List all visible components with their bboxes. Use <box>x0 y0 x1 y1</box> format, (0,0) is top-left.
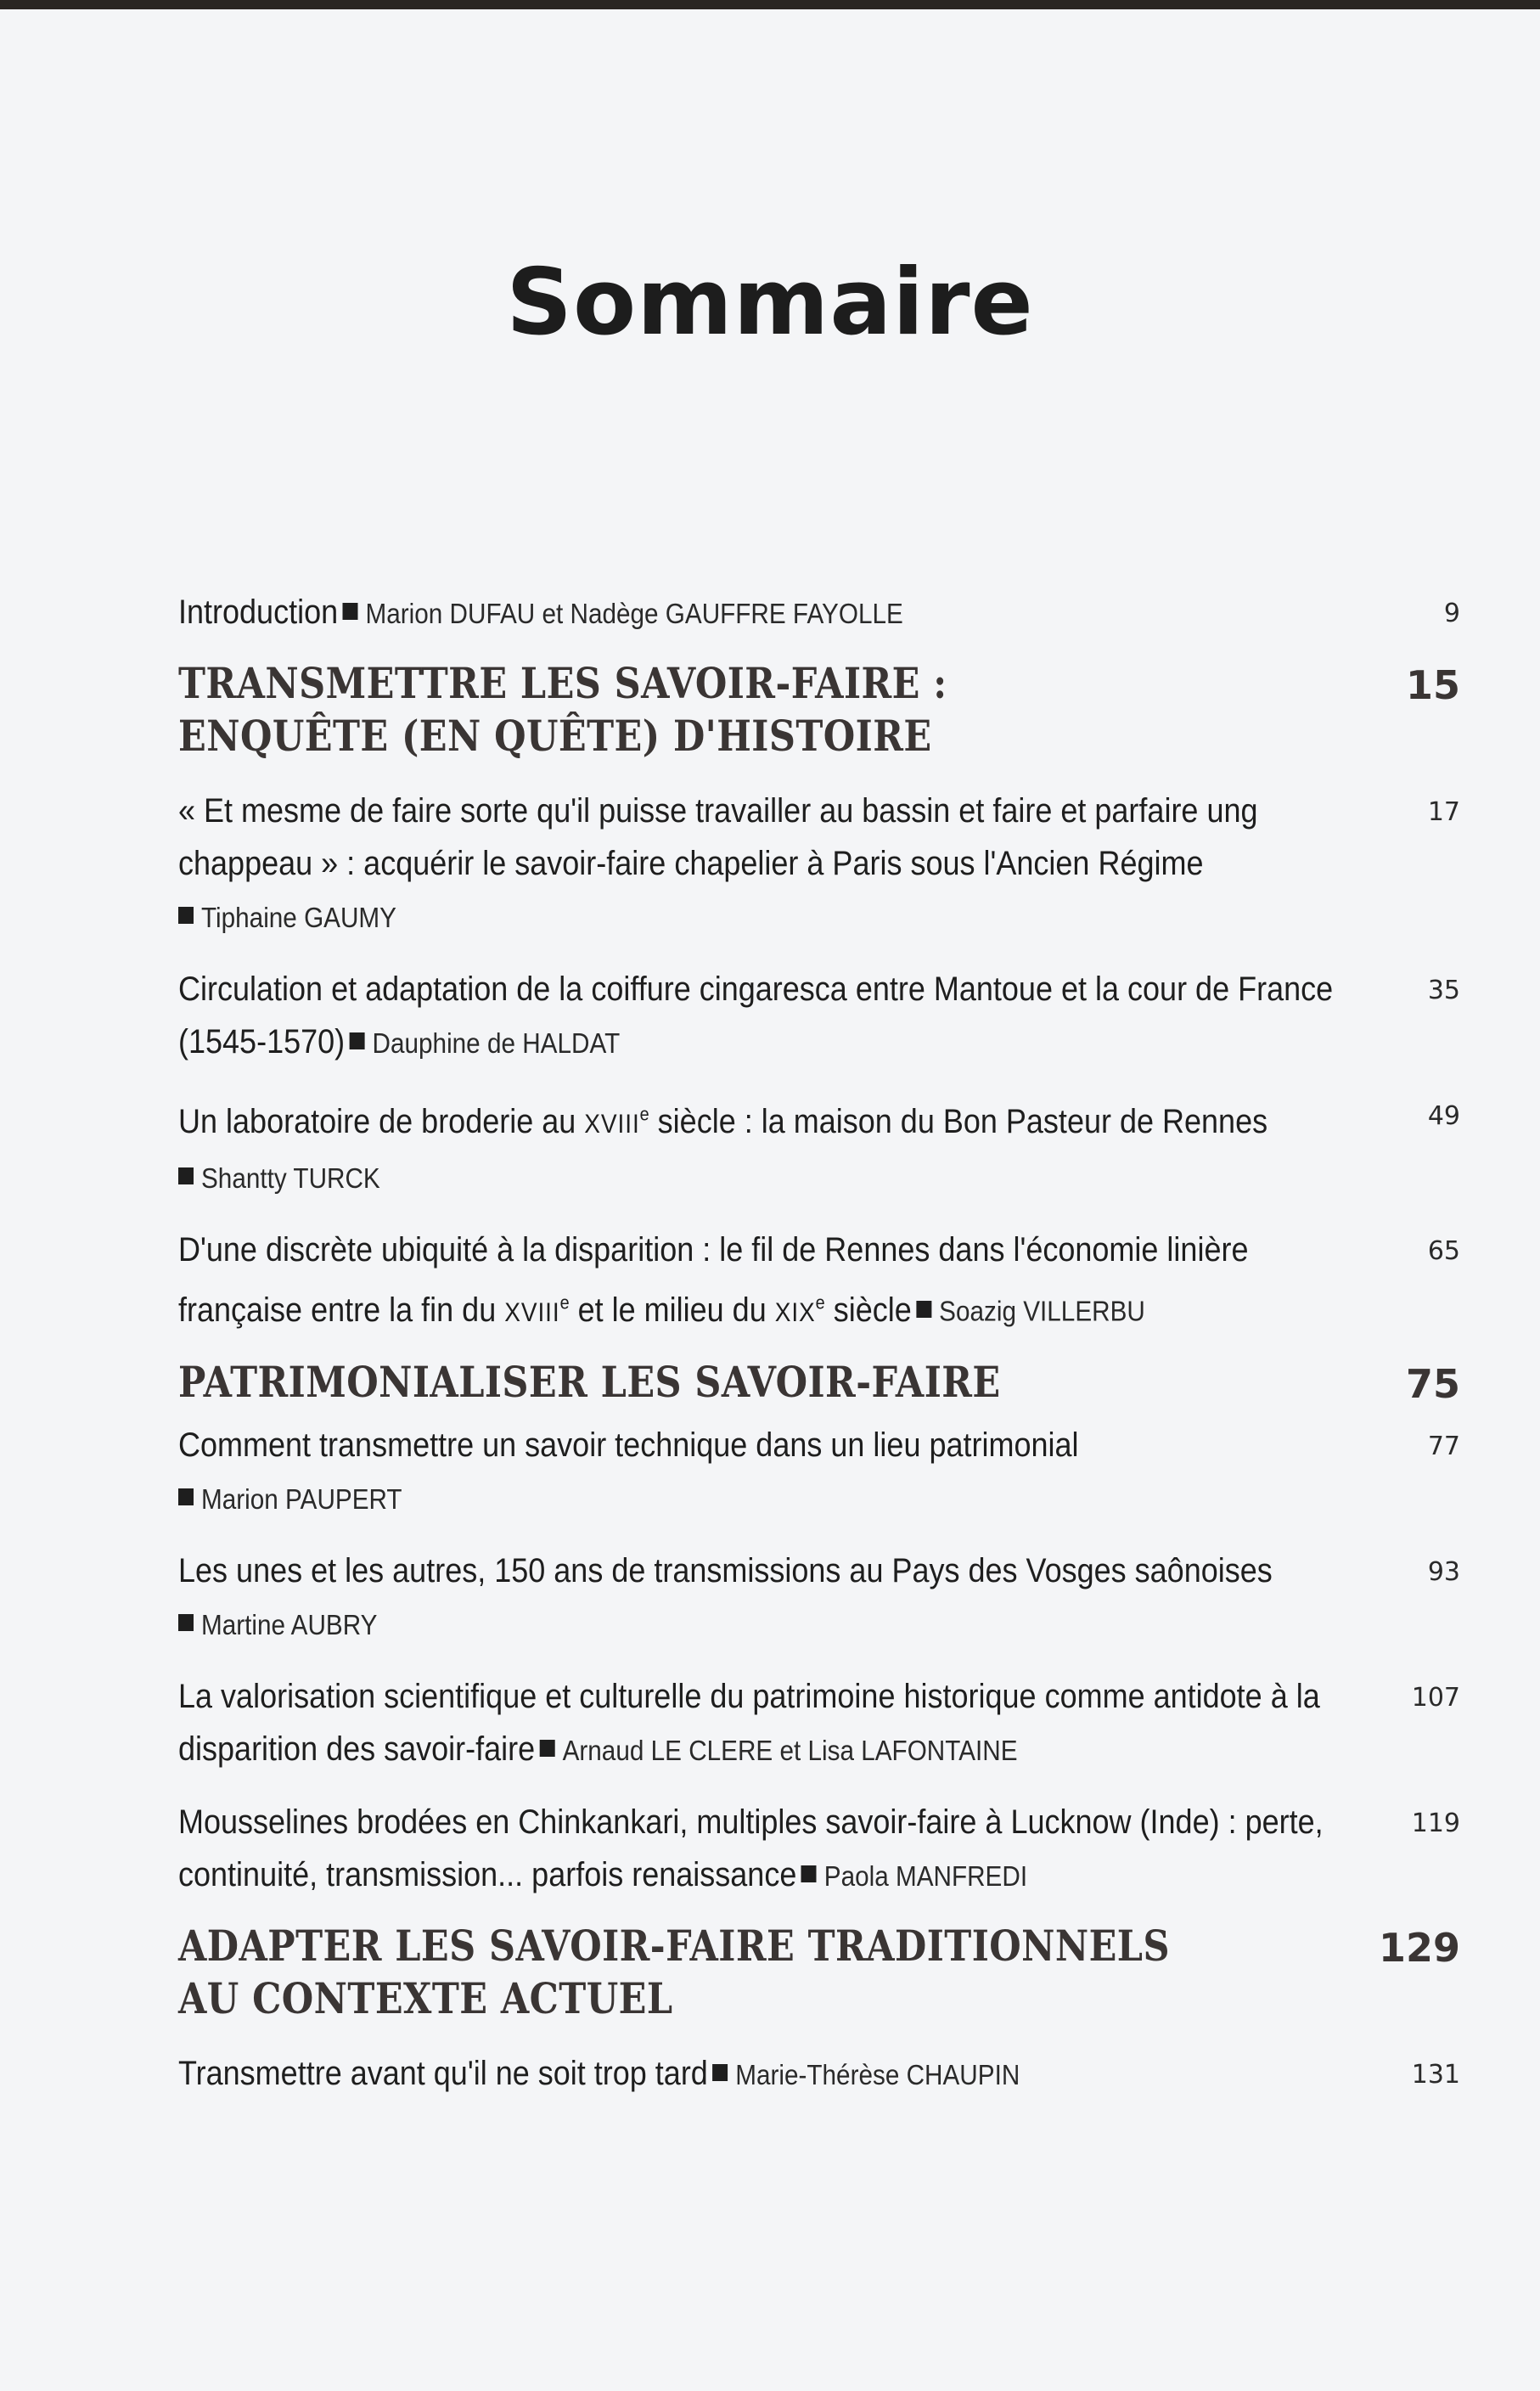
entry-author: Shantty TURCK <box>201 1162 380 1195</box>
toc-entry-introduction[interactable] <box>178 586 1460 640</box>
toc-entry-aubry[interactable] <box>178 1544 1460 1651</box>
entry-title: Un laboratoire de broderie au XVIIIe siècle : la maison du Bon Pasteur de Rennes <box>178 1103 1268 1141</box>
table-of-contents <box>178 586 1460 2101</box>
entry-page-number: 93 <box>1427 1556 1460 1587</box>
entry-title: Les unes et les autres, 150 ans de transmissions au Pays des Vosges saônoises <box>178 1551 1273 1589</box>
author-marker-icon <box>178 1488 194 1505</box>
toc-section-transmettre[interactable] <box>178 657 1460 762</box>
entry-author: Tiphaine GAUMY <box>201 902 396 933</box>
entry-author: Martine AUBRY <box>201 1608 378 1640</box>
toc-entry-haldat[interactable] <box>178 963 1460 1070</box>
author-marker-icon <box>916 1301 931 1318</box>
author-marker-icon <box>801 1865 817 1882</box>
entry-page-number: 9 <box>1443 599 1460 628</box>
entry-page-number: 17 <box>1427 797 1460 827</box>
entry-author: Soazig VILLERBU <box>939 1295 1145 1327</box>
entry-page-number: 119 <box>1411 1808 1460 1838</box>
entry-title: La valorisation scientifique et culturelle du patrimoine historique comme antidote à la disparition des savoir-faire <box>178 1677 1320 1768</box>
entry-title: Mousselines brodées en Chinkankari, multiples savoir-faire à Lucknow (Inde) : perte, continuité, transmission... parfois renaissance <box>178 1803 1324 1893</box>
entry-page-number: 77 <box>1427 1431 1460 1461</box>
author-marker-icon <box>350 1032 365 1049</box>
entry-author: Marie-Thérèse CHAUPIN <box>735 2058 1020 2090</box>
entry-author: Dauphine de HALDAT <box>372 1027 621 1059</box>
author-marker-icon <box>712 2064 728 2081</box>
entry-author: Paola MANFREDI <box>823 1859 1028 1892</box>
entry-title: Transmettre avant qu'il ne soit trop tard <box>178 2054 708 2092</box>
entry-title: Comment transmettre un savoir technique dans un lieu patrimonial <box>178 1426 1079 1464</box>
author-marker-icon <box>343 603 358 620</box>
toc-entry-gaumy[interactable] <box>178 785 1460 944</box>
section-page-number: 15 <box>1405 662 1460 708</box>
toc-entry-villerbu[interactable] <box>178 1224 1460 1338</box>
entry-author: Marion DUFAU et Nadège GAUFFRE FAYOLLE <box>365 598 903 629</box>
entry-title: D'une discrète ubiquité à la disparition : le fil de Rennes dans l'économie linière française entre la fin du XVIIIe et le milieu du XIXe siècle <box>178 1231 1249 1329</box>
toc-entry-paupert[interactable] <box>178 1419 1460 1526</box>
author-marker-icon <box>178 1614 194 1631</box>
entry-title: Introduction <box>178 594 339 631</box>
entry-author: Arnaud LE CLERE et Lisa LAFONTAINE <box>562 1734 1018 1766</box>
section-title: PATRIMONIALISER LES SAVOIR-FAIRE <box>178 1356 1001 1407</box>
section-page-number: 75 <box>1405 1360 1460 1407</box>
entry-author: Marion PAUPERT <box>201 1482 402 1515</box>
author-marker-icon <box>178 1167 194 1184</box>
entry-page-number: 49 <box>1427 1101 1460 1131</box>
toc-section-adapter[interactable] <box>178 1920 1460 2025</box>
section-title: ADAPTER LES SAVOIR-FAIRE TRADITIONNELS AU CONTEXTE ACTUEL <box>178 1920 1170 2023</box>
toc-section-patrimonialiser[interactable] <box>178 1356 1460 1409</box>
toc-entry-le-clere[interactable] <box>178 1670 1460 1777</box>
toc-entry-chaupin[interactable] <box>178 2047 1460 2101</box>
section-page-number: 129 <box>1378 1924 1460 1971</box>
page-title: Sommaire <box>506 250 1034 357</box>
entry-page-number: 65 <box>1427 1236 1460 1267</box>
section-title: TRANSMETTRE LES SAVOIR-FAIRE : ENQUÊTE (EN QUÊTE) D'HISTOIRE <box>178 658 947 761</box>
entry-page-number: 131 <box>1411 2059 1460 2090</box>
entry-page-number: 35 <box>1427 976 1460 1005</box>
author-marker-icon <box>178 907 194 924</box>
author-marker-icon <box>540 1740 555 1757</box>
toc-entry-manfredi[interactable] <box>178 1796 1460 1903</box>
entry-title: « Et mesme de faire sorte qu'il puisse travailler au bassin et faire et parfaire ung chappeau » : acquérir le savoir-faire chapelier à Paris sous l'Ancien Régime <box>178 792 1258 882</box>
top-edge-band <box>0 0 1540 9</box>
entry-page-number: 107 <box>1411 1682 1460 1713</box>
toc-entry-turck[interactable] <box>178 1089 1460 1205</box>
entry-title: Circulation et adaptation de la coiffure cingaresca entre Mantoue et la cour de France (1545-1570) <box>178 970 1334 1060</box>
